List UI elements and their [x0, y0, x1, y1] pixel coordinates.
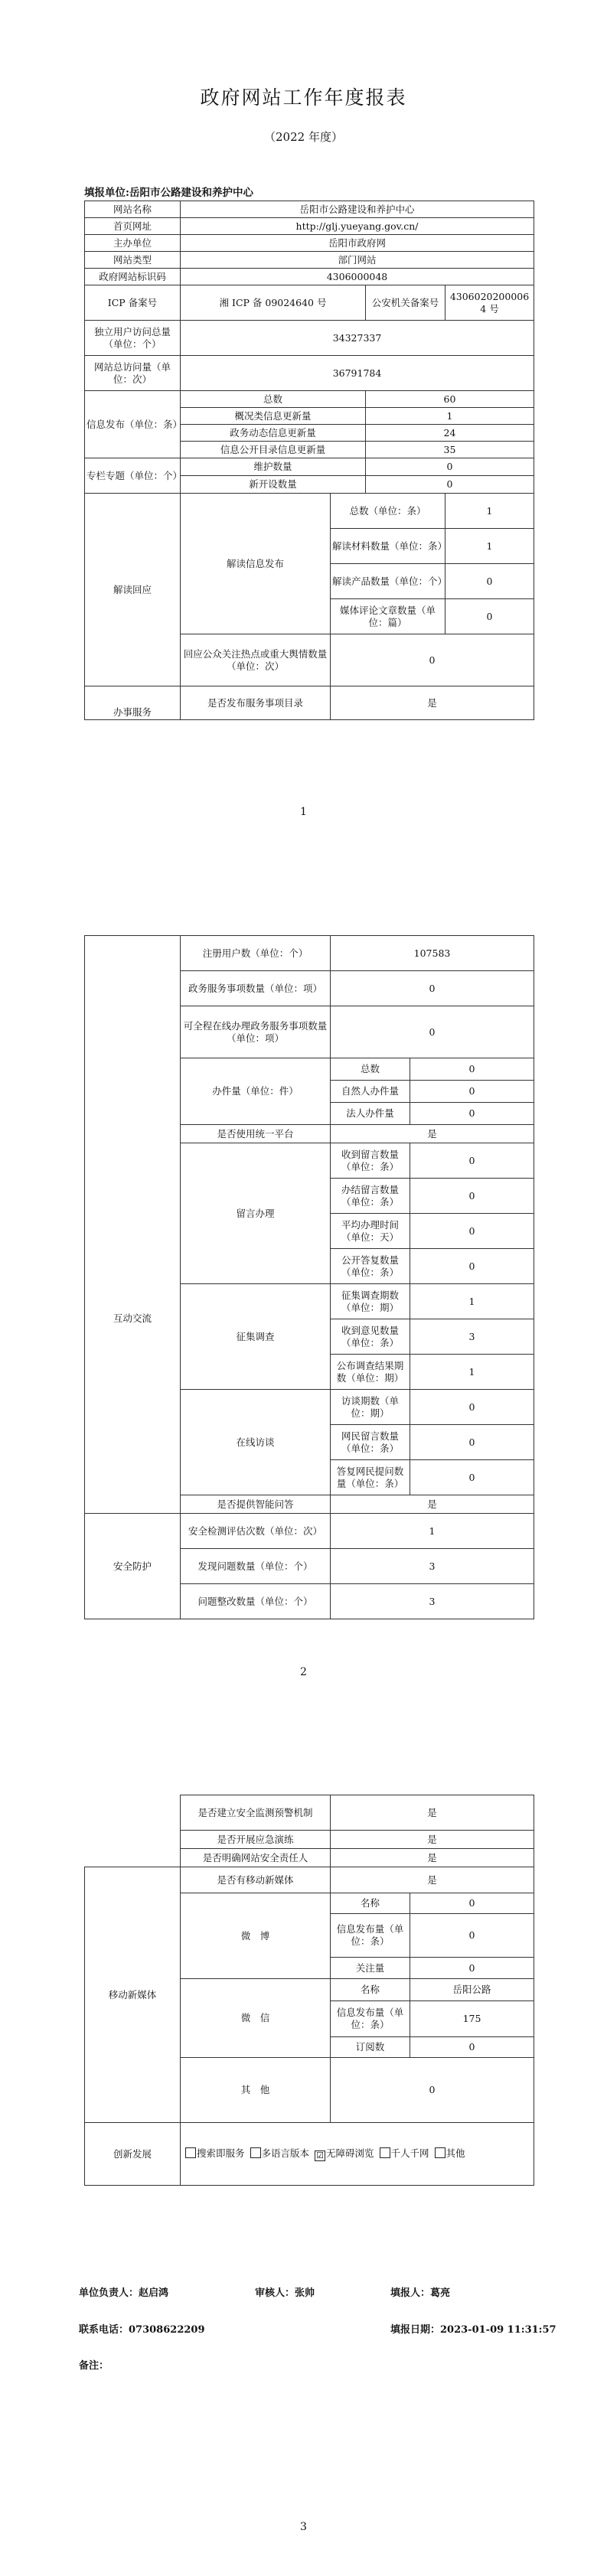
cell-label: 新开设数量 [181, 476, 366, 494]
cell-label: 回应公众关注热点或重大舆情数量（单位：次） [181, 634, 331, 686]
section-label: 办事服务 [85, 686, 181, 720]
cell-label: 公布调查结果期数（单位：期） [331, 1355, 410, 1390]
sub-section-label: 微 信 [181, 1979, 331, 2058]
sub-section-label: 微 博 [181, 1893, 331, 1979]
cell-label: 发现问题数量（单位：个） [181, 1549, 331, 1584]
cell-label: 媒体评论文章数量（单位：篇） [331, 599, 445, 634]
table-row [85, 321, 534, 356]
option-other[interactable]: 其他 [435, 2147, 465, 2159]
cell-value: 0 [331, 634, 534, 686]
cell-value: 是 [331, 1125, 534, 1143]
table-row [85, 458, 534, 476]
cell-value: 是 [331, 1795, 534, 1831]
cell-label: 政务服务事项数量（单位：项） [181, 971, 331, 1006]
section-label [85, 936, 181, 1125]
cell-label: 订阅数 [331, 2037, 410, 2058]
table-row [85, 235, 534, 252]
cell-label: 平均办理时间（单位：天） [331, 1214, 410, 1249]
section-label: 信息发布（单位：条） [85, 391, 181, 458]
site-name-value: 岳阳市公路建设和养护中心 [181, 201, 534, 218]
cell-label: 首页网址 [85, 218, 181, 235]
checkbox-icon[interactable] [380, 2147, 390, 2158]
cell-label: 总数（单位：条） [331, 494, 445, 529]
report-year: （2022 年度） [264, 130, 343, 144]
section-label: 解读回应 [85, 494, 181, 686]
cell-value: 1 [445, 494, 534, 529]
sub-section-label: 留言办理 [181, 1143, 331, 1284]
cell-value: 0 [410, 1914, 534, 1958]
section-label: 专栏专题（单位：个） [85, 458, 181, 494]
sub-section-label: 其 他 [181, 2058, 331, 2123]
cell-label: 是否使用统一平台 [181, 1125, 331, 1143]
option-accessibility[interactable]: ☑ 无障碍浏览 [315, 2147, 374, 2159]
reviewer: 审核人：张帅 [255, 2287, 315, 2299]
cell-label: 名称 [331, 1979, 410, 2001]
cell-value: 是 [331, 1831, 534, 1849]
cell-label: 主办单位 [85, 235, 181, 252]
cell-value: 0 [331, 1006, 534, 1058]
cell-label: 公安机关备案号 [366, 285, 445, 321]
cell-value: 0 [410, 1390, 534, 1425]
icp-value: 湘 ICP 备 09024640 号 [181, 285, 366, 321]
table-row [85, 269, 534, 285]
table-row [85, 1867, 534, 1893]
cell-value: 175 [410, 2001, 534, 2037]
cell-value: 0 [410, 1179, 534, 1214]
cell-label: 征集调查期数（单位：期） [331, 1284, 410, 1319]
cell-label: 法人办件量 [331, 1103, 410, 1125]
cell-value: 是 [331, 1867, 534, 1893]
cell-label: 解读产品数量（单位：个） [331, 564, 445, 599]
cell-value: 60 [366, 391, 534, 408]
checkbox-checked-icon[interactable]: ☑ [315, 2150, 325, 2161]
cell-label: 概况类信息更新量 [181, 408, 366, 425]
cell-label: ICP 备案号 [85, 285, 181, 321]
cell-value: 24 [366, 425, 534, 442]
cell-label: 安全检测评估次数（单位：次） [181, 1514, 331, 1549]
cell-label: 解读材料数量（单位：条） [331, 529, 445, 564]
table-row [85, 1795, 534, 1831]
report-title: 政府网站工作年度报表 [200, 86, 407, 109]
cell-value: 0 [410, 1103, 534, 1125]
sub-section-label: 解读信息发布 [181, 494, 331, 634]
cell-label: 注册用户数（单位：个） [181, 936, 331, 971]
cell-value: 0 [410, 1081, 534, 1103]
cell-value: 0 [410, 1958, 534, 1979]
innovation-options [181, 2123, 534, 2186]
page-number: 1 [300, 806, 307, 818]
views-value: 36791784 [181, 356, 534, 391]
table-row [85, 2123, 534, 2186]
cell-label: 办结留言数量（单位：条） [331, 1179, 410, 1214]
site-code-value: 4306000048 [181, 269, 534, 285]
host-value: 岳阳市政府网 [181, 235, 534, 252]
cell-label: 问题整改数量（单位：个） [181, 1584, 331, 1619]
section-label: 移动新媒体 [85, 1867, 181, 2123]
table-row [85, 285, 534, 321]
home-url-value: http://glj.yueyang.gov.cn/ [181, 218, 534, 235]
cell-value: 是 [331, 1849, 534, 1867]
cell-label: 关注量 [331, 1958, 410, 1979]
cell-value: 0 [410, 1425, 534, 1460]
table-row [85, 1514, 534, 1549]
cell-label: 可全程在线办理政务服务事项数量（单位：项） [181, 1006, 331, 1058]
visitors-value: 34327337 [181, 321, 534, 356]
cell-label: 信息发布量（单位：条） [331, 1914, 410, 1958]
table-row [85, 686, 534, 720]
site-type-value: 部门网站 [181, 252, 534, 269]
report-table-page-2 [84, 935, 534, 1619]
option-multilingual[interactable]: 多语言版本 [250, 2147, 310, 2159]
table-row [85, 494, 534, 529]
report-table-page-3 [84, 1795, 534, 2186]
cell-label: 访谈期数（单位：期） [331, 1390, 410, 1425]
cell-label: 政务动态信息更新量 [181, 425, 366, 442]
table-row [85, 218, 534, 235]
table-row [85, 1125, 534, 1143]
cell-value: 是 [331, 1495, 534, 1514]
cell-label: 是否发布服务事项目录 [181, 686, 331, 720]
cell-value: 1 [445, 529, 534, 564]
cell-value: 是 [331, 686, 534, 720]
cell-value: 0 [410, 1214, 534, 1249]
cell-value: 3 [410, 1319, 534, 1355]
cell-label: 是否有移动新媒体 [181, 1867, 331, 1893]
cell-label: 网民留言数量（单位：条） [331, 1425, 410, 1460]
page-number: 2 [300, 1666, 307, 1678]
table-row [85, 252, 534, 269]
cell-label: 政府网站标识码 [85, 269, 181, 285]
section-label: 创新发展 [85, 2123, 181, 2186]
checkbox-icon[interactable] [435, 2147, 445, 2158]
cell-value: 107583 [331, 936, 534, 971]
table-row [85, 356, 534, 391]
cell-value: 1 [410, 1284, 534, 1319]
contact-phone: 联系电话：07308622209 [79, 2324, 205, 2336]
cell-label: 总数 [181, 391, 366, 408]
fill-date: 填报日期：2023-01-09 11:31:57 [390, 2324, 556, 2336]
cell-label: 是否开展应急演练 [181, 1831, 331, 1849]
cell-label: 维护数量 [181, 458, 366, 476]
cell-value: 0 [410, 1460, 534, 1495]
cell-label: 网站名称 [85, 201, 181, 218]
cell-label: 收到留言数量（单位：条） [331, 1143, 410, 1179]
option-personalized[interactable]: 千人千网 [380, 2147, 429, 2159]
remarks: 备注： [79, 2360, 109, 2372]
cell-value: 0 [410, 1058, 534, 1081]
cell-label: 自然人办件量 [331, 1081, 410, 1103]
cell-value: 0 [331, 971, 534, 1006]
cell-label: 收到意见数量（单位：条） [331, 1319, 410, 1355]
cell-value: 0 [366, 476, 534, 494]
cell-label: 网站总访问量（单位：次） [85, 356, 181, 391]
cell-value: 35 [366, 442, 534, 458]
unit-leader: 单位负责人：赵启鸿 [79, 2287, 169, 2299]
sub-section-label: 在线访谈 [181, 1390, 331, 1495]
cell-label: 信息发布量（单位：条） [331, 2001, 410, 2037]
section-label: 安全防护 [85, 1514, 181, 1619]
cell-label: 总数 [331, 1058, 410, 1081]
cell-value: 1 [331, 1514, 534, 1549]
cell-value: 0 [445, 599, 534, 634]
sub-section-label: 征集调查 [181, 1284, 331, 1390]
section-label: 互动交流 [85, 1125, 181, 1514]
cell-label: 公开答复数量（单位：条） [331, 1249, 410, 1284]
checkbox-icon[interactable] [250, 2147, 261, 2158]
cell-value: 3 [331, 1549, 534, 1584]
police-value: 43060202000064 号 [445, 285, 534, 321]
table-row [85, 201, 534, 218]
report-table-page-1 [84, 201, 534, 720]
cell-value: 1 [410, 1355, 534, 1390]
cell-label: 是否明确网站安全责任人 [181, 1849, 331, 1867]
checkbox-icon[interactable] [185, 2147, 196, 2158]
cell-value: 0 [410, 1143, 534, 1179]
table-row [85, 936, 534, 971]
cell-value: 岳阳公路 [410, 1979, 534, 2001]
sub-section-label: 办件量（单位：件） [181, 1058, 331, 1125]
cell-label: 是否提供智能问答 [181, 1495, 331, 1514]
cell-label: 是否建立安全监测预警机制 [181, 1795, 331, 1831]
cell-label: 独立用户访问总量（单位：个） [85, 321, 181, 356]
cell-value: 0 [366, 458, 534, 476]
cell-label: 网站类型 [85, 252, 181, 269]
section-label [85, 1795, 181, 1867]
reporting-unit: 填报单位:岳阳市公路建设和养护中心 [84, 187, 253, 199]
cell-value: 0 [331, 2058, 534, 2123]
option-search-service[interactable]: 搜索即服务 [185, 2147, 245, 2159]
cell-value: 0 [445, 564, 534, 599]
cell-value: 3 [331, 1584, 534, 1619]
cell-value: 0 [410, 2037, 534, 2058]
cell-value: 0 [410, 1893, 534, 1914]
filler: 填报人：葛亮 [390, 2287, 451, 2299]
table-row [85, 391, 534, 408]
cell-value: 0 [410, 1249, 534, 1284]
page-number: 3 [300, 2521, 307, 2533]
cell-label: 名称 [331, 1893, 410, 1914]
cell-value: 1 [366, 408, 534, 425]
cell-label: 答复网民提问数量（单位：条） [331, 1460, 410, 1495]
cell-label: 信息公开目录信息更新量 [181, 442, 366, 458]
